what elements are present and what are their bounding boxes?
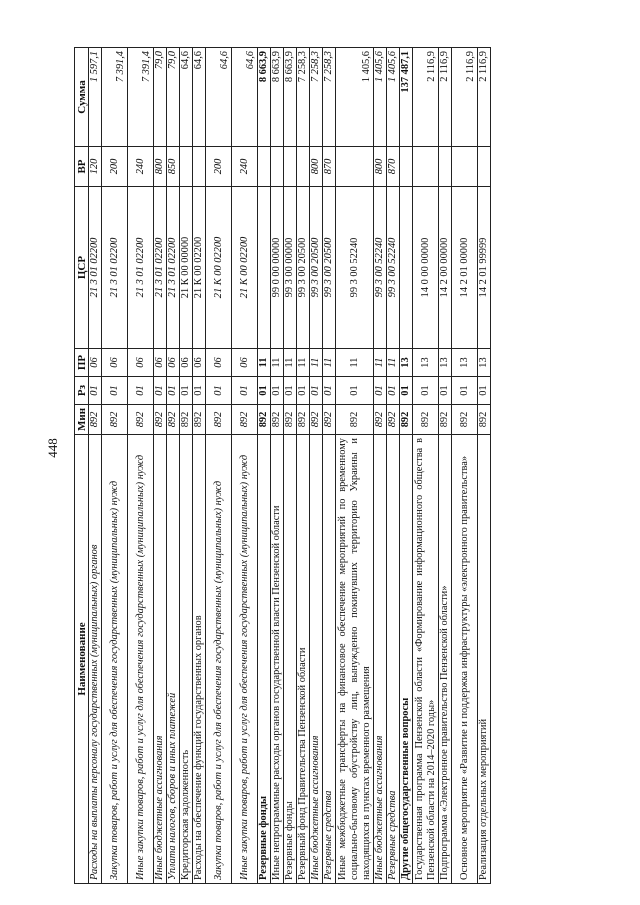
- cell-sum: 64,6: [193, 48, 206, 147]
- cell-sum: 7 391,4: [102, 48, 128, 147]
- cell-vr: [193, 147, 206, 187]
- cell-sum: 2 116,9: [452, 48, 478, 147]
- table-row: [193, 48, 206, 884]
- cell-min: 892: [452, 405, 478, 435]
- cell-name: Другие общегосударственные вопросы: [400, 435, 413, 884]
- table-row: [271, 48, 284, 884]
- cell-min: 892: [387, 405, 400, 435]
- cell-pr: 11: [374, 349, 387, 377]
- cell-pr: 06: [128, 349, 154, 377]
- cell-csr: 21 3 01 02200: [128, 187, 154, 349]
- cell-csr: 99 0 00 00000: [271, 187, 284, 349]
- cell-csr: 14 2 01 00000: [452, 187, 478, 349]
- cell-sum: 64,6: [232, 48, 258, 147]
- table-row: [452, 48, 478, 884]
- cell-min: 892: [336, 405, 374, 435]
- cell-pr: 11: [258, 349, 271, 377]
- cell-pr: 06: [180, 349, 193, 377]
- cell-pr: 11: [323, 349, 336, 377]
- cell-vr: 800: [374, 147, 387, 187]
- cell-min: 892: [374, 405, 387, 435]
- cell-vr: [439, 147, 452, 187]
- cell-rz: 01: [374, 377, 387, 405]
- cell-sum: 64,6: [180, 48, 193, 147]
- cell-name: Резервные средства: [323, 435, 336, 884]
- cell-vr: [452, 147, 478, 187]
- cell-rz: 01: [102, 377, 128, 405]
- cell-csr: 99 3 00 20500: [323, 187, 336, 349]
- table-row: [284, 48, 297, 884]
- cell-rz: 01: [439, 377, 452, 405]
- cell-pr: 06: [167, 349, 180, 377]
- cell-csr: 21 К 00 02200: [232, 187, 258, 349]
- cell-min: 892: [323, 405, 336, 435]
- cell-name: Государственная программа Пензенской области «Формирование информационного общества в Пензенской области на 2014–2020 годы»: [413, 435, 439, 884]
- cell-vr: [258, 147, 271, 187]
- cell-csr: 14 2 00 00000: [439, 187, 452, 349]
- cell-min: 892: [206, 405, 232, 435]
- cell-min: 892: [297, 405, 310, 435]
- cell-min: 892: [193, 405, 206, 435]
- table-row: [400, 48, 413, 884]
- header-min: Мин: [75, 405, 89, 435]
- cell-sum: 7 391,4: [128, 48, 154, 147]
- cell-sum: 1 405,6: [336, 48, 374, 147]
- cell-name: Иные бюджетные ассигнования: [374, 435, 387, 884]
- cell-name: Резервные фонды: [284, 435, 297, 884]
- header-row: [75, 48, 89, 884]
- cell-csr: 21 К 00 02200: [193, 187, 206, 349]
- table-row: [154, 48, 167, 884]
- table-row: [167, 48, 180, 884]
- cell-min: 892: [180, 405, 193, 435]
- cell-csr: 14 2 01 99999: [478, 187, 491, 349]
- cell-name: Закупка товаров, работ и услуг для обеспечения государственных (муниципальных) нужд: [206, 435, 232, 884]
- cell-pr: 06: [206, 349, 232, 377]
- cell-rz: 01: [232, 377, 258, 405]
- cell-rz: 01: [206, 377, 232, 405]
- cell-pr: 06: [193, 349, 206, 377]
- cell-name: Иные межбюджетные трансферты на финансовое обеспечение мероприятий по временному социально-бытовому обустройству лиц, вынужденно покинувших территорию Украины и находящихся в пунктах временного размещения: [336, 435, 374, 884]
- cell-sum: 64,6: [206, 48, 232, 147]
- cell-sum: 137 487,1: [400, 48, 413, 147]
- header-sum: Сумма: [75, 48, 89, 147]
- cell-min: 892: [154, 405, 167, 435]
- cell-name: Иные закупки товаров, работ и услуг для обеспечения государственных (муниципальных) нужд: [128, 435, 154, 884]
- cell-rz: 01: [258, 377, 271, 405]
- table-row: [387, 48, 400, 884]
- cell-pr: 13: [452, 349, 478, 377]
- cell-name: Реализация отдельных мероприятий: [478, 435, 491, 884]
- cell-rz: 01: [336, 377, 374, 405]
- cell-name: Подпрограмма «Электронное правительство Пензенской области»: [439, 435, 452, 884]
- cell-csr: 99 3 00 00000: [284, 187, 297, 349]
- cell-pr: 11: [336, 349, 374, 377]
- page-number: 448: [45, 438, 60, 458]
- cell-vr: 850: [167, 147, 180, 187]
- cell-pr: 13: [400, 349, 413, 377]
- cell-rz: 01: [180, 377, 193, 405]
- cell-pr: 13: [413, 349, 439, 377]
- cell-sum: 1 405,6: [387, 48, 400, 147]
- cell-pr: 06: [154, 349, 167, 377]
- cell-vr: 240: [232, 147, 258, 187]
- cell-name: Расходы на обеспечение функций государственных органов: [193, 435, 206, 884]
- cell-pr: 11: [297, 349, 310, 377]
- table-row: [478, 48, 491, 884]
- cell-csr: [400, 187, 413, 349]
- cell-name: Резервный фонд Правительства Пензенской области: [297, 435, 310, 884]
- cell-rz: 01: [387, 377, 400, 405]
- cell-pr: 06: [102, 349, 128, 377]
- cell-vr: 200: [206, 147, 232, 187]
- cell-rz: 01: [452, 377, 478, 405]
- cell-name: Иные бюджетные ассигнования: [310, 435, 323, 884]
- rotated-table-container: [74, 48, 561, 884]
- cell-sum: 7 258,3: [323, 48, 336, 147]
- cell-vr: 800: [310, 147, 323, 187]
- header-rz: Рз: [75, 377, 89, 405]
- cell-sum: 7 258,3: [297, 48, 310, 147]
- table-row: [297, 48, 310, 884]
- cell-vr: 800: [154, 147, 167, 187]
- cell-name: Кредиторская задолженность: [180, 435, 193, 884]
- cell-min: 892: [258, 405, 271, 435]
- table-row: [310, 48, 323, 884]
- cell-vr: [413, 147, 439, 187]
- cell-name: Основное мероприятие «Развитие и поддержка инфраструктуры «электронного правительства»: [452, 435, 478, 884]
- cell-csr: 21 3 01 02200: [89, 187, 102, 349]
- cell-sum: 1 405,6: [374, 48, 387, 147]
- cell-min: 892: [310, 405, 323, 435]
- cell-min: 892: [478, 405, 491, 435]
- cell-pr: 11: [271, 349, 284, 377]
- cell-rz: 01: [323, 377, 336, 405]
- cell-min: 892: [102, 405, 128, 435]
- header-vr: ВР: [75, 147, 89, 187]
- cell-rz: 01: [400, 377, 413, 405]
- cell-vr: 240: [128, 147, 154, 187]
- cell-sum: 2 116,9: [439, 48, 452, 147]
- cell-vr: 870: [323, 147, 336, 187]
- cell-rz: 01: [128, 377, 154, 405]
- cell-rz: 01: [167, 377, 180, 405]
- cell-sum: 2 116,9: [413, 48, 439, 147]
- cell-pr: 13: [439, 349, 452, 377]
- cell-csr: 21 К 00 00000: [180, 187, 193, 349]
- cell-vr: 870: [387, 147, 400, 187]
- cell-csr: 99 3 00 52240: [374, 187, 387, 349]
- cell-csr: [258, 187, 271, 349]
- cell-pr: 06: [232, 349, 258, 377]
- table-row: [336, 48, 374, 884]
- table-row: [232, 48, 258, 884]
- budget-table: [74, 47, 491, 884]
- cell-sum: 79,0: [154, 48, 167, 147]
- cell-vr: 200: [102, 147, 128, 187]
- cell-name: Иные непрограммные расходы органов государственной власти Пензенской области: [271, 435, 284, 884]
- cell-sum: 79,0: [167, 48, 180, 147]
- cell-name: Резервные средства: [387, 435, 400, 884]
- cell-csr: 21 3 01 02200: [167, 187, 180, 349]
- cell-vr: 120: [89, 147, 102, 187]
- cell-vr: [180, 147, 193, 187]
- cell-rz: 01: [89, 377, 102, 405]
- cell-rz: 01: [154, 377, 167, 405]
- cell-csr: 21 К 00 02200: [206, 187, 232, 349]
- cell-name: Расходы на выплаты персоналу государственных (муниципальных) органов: [89, 435, 102, 884]
- cell-min: 892: [400, 405, 413, 435]
- cell-rz: 01: [193, 377, 206, 405]
- cell-sum: 2 116,9: [478, 48, 491, 147]
- table-row: [89, 48, 102, 884]
- cell-name: Иные бюджетные ассигнования: [154, 435, 167, 884]
- cell-vr: [284, 147, 297, 187]
- cell-sum: 8 663,9: [258, 48, 271, 147]
- cell-min: 892: [167, 405, 180, 435]
- table-body: [89, 48, 491, 884]
- cell-name: Резервные фонды: [258, 435, 271, 884]
- table-row: [439, 48, 452, 884]
- cell-name: Иные закупки товаров, работ и услуг для обеспечения государственных (муниципальных) нужд: [232, 435, 258, 884]
- cell-min: 892: [439, 405, 452, 435]
- cell-min: 892: [284, 405, 297, 435]
- cell-csr: 99 3 00 52240: [336, 187, 374, 349]
- cell-min: 892: [413, 405, 439, 435]
- table-row: [180, 48, 193, 884]
- cell-pr: 06: [89, 349, 102, 377]
- cell-vr: [297, 147, 310, 187]
- cell-pr: 11: [310, 349, 323, 377]
- cell-pr: 11: [387, 349, 400, 377]
- cell-min: 892: [89, 405, 102, 435]
- table-row: [128, 48, 154, 884]
- cell-rz: 01: [310, 377, 323, 405]
- cell-vr: [478, 147, 491, 187]
- cell-csr: 21 3 01 02200: [102, 187, 128, 349]
- table-row: [413, 48, 439, 884]
- cell-csr: 99 3 00 20500: [297, 187, 310, 349]
- cell-rz: 01: [284, 377, 297, 405]
- cell-csr: 99 3 00 20500: [310, 187, 323, 349]
- cell-vr: [336, 147, 374, 187]
- cell-rz: 01: [297, 377, 310, 405]
- cell-sum: 1 597,1: [89, 48, 102, 147]
- cell-rz: 01: [271, 377, 284, 405]
- table-row: [258, 48, 271, 884]
- cell-rz: 01: [478, 377, 491, 405]
- cell-csr: 21 3 01 02200: [154, 187, 167, 349]
- header-csr: ЦСР: [75, 187, 89, 349]
- table-row: [102, 48, 128, 884]
- cell-vr: [271, 147, 284, 187]
- table-header: [75, 48, 89, 884]
- cell-min: 892: [271, 405, 284, 435]
- cell-sum: 7 258,3: [310, 48, 323, 147]
- cell-pr: 11: [284, 349, 297, 377]
- cell-min: 892: [128, 405, 154, 435]
- cell-vr: [400, 147, 413, 187]
- cell-name: Уплата налогов, сборов и иных платежей: [167, 435, 180, 884]
- table-row: [374, 48, 387, 884]
- cell-name: Закупка товаров, работ и услуг для обеспечения государственных (муниципальных) нужд: [102, 435, 128, 884]
- cell-sum: 8 663,9: [284, 48, 297, 147]
- table-row: [206, 48, 232, 884]
- header-name: Наименование: [75, 435, 89, 884]
- cell-min: 892: [232, 405, 258, 435]
- table-row: [323, 48, 336, 884]
- cell-sum: 8 663,9: [271, 48, 284, 147]
- cell-csr: 99 3 00 52240: [387, 187, 400, 349]
- cell-rz: 01: [413, 377, 439, 405]
- cell-csr: 14 0 00 00000: [413, 187, 439, 349]
- header-pr: ПР: [75, 349, 89, 377]
- cell-pr: 13: [478, 349, 491, 377]
